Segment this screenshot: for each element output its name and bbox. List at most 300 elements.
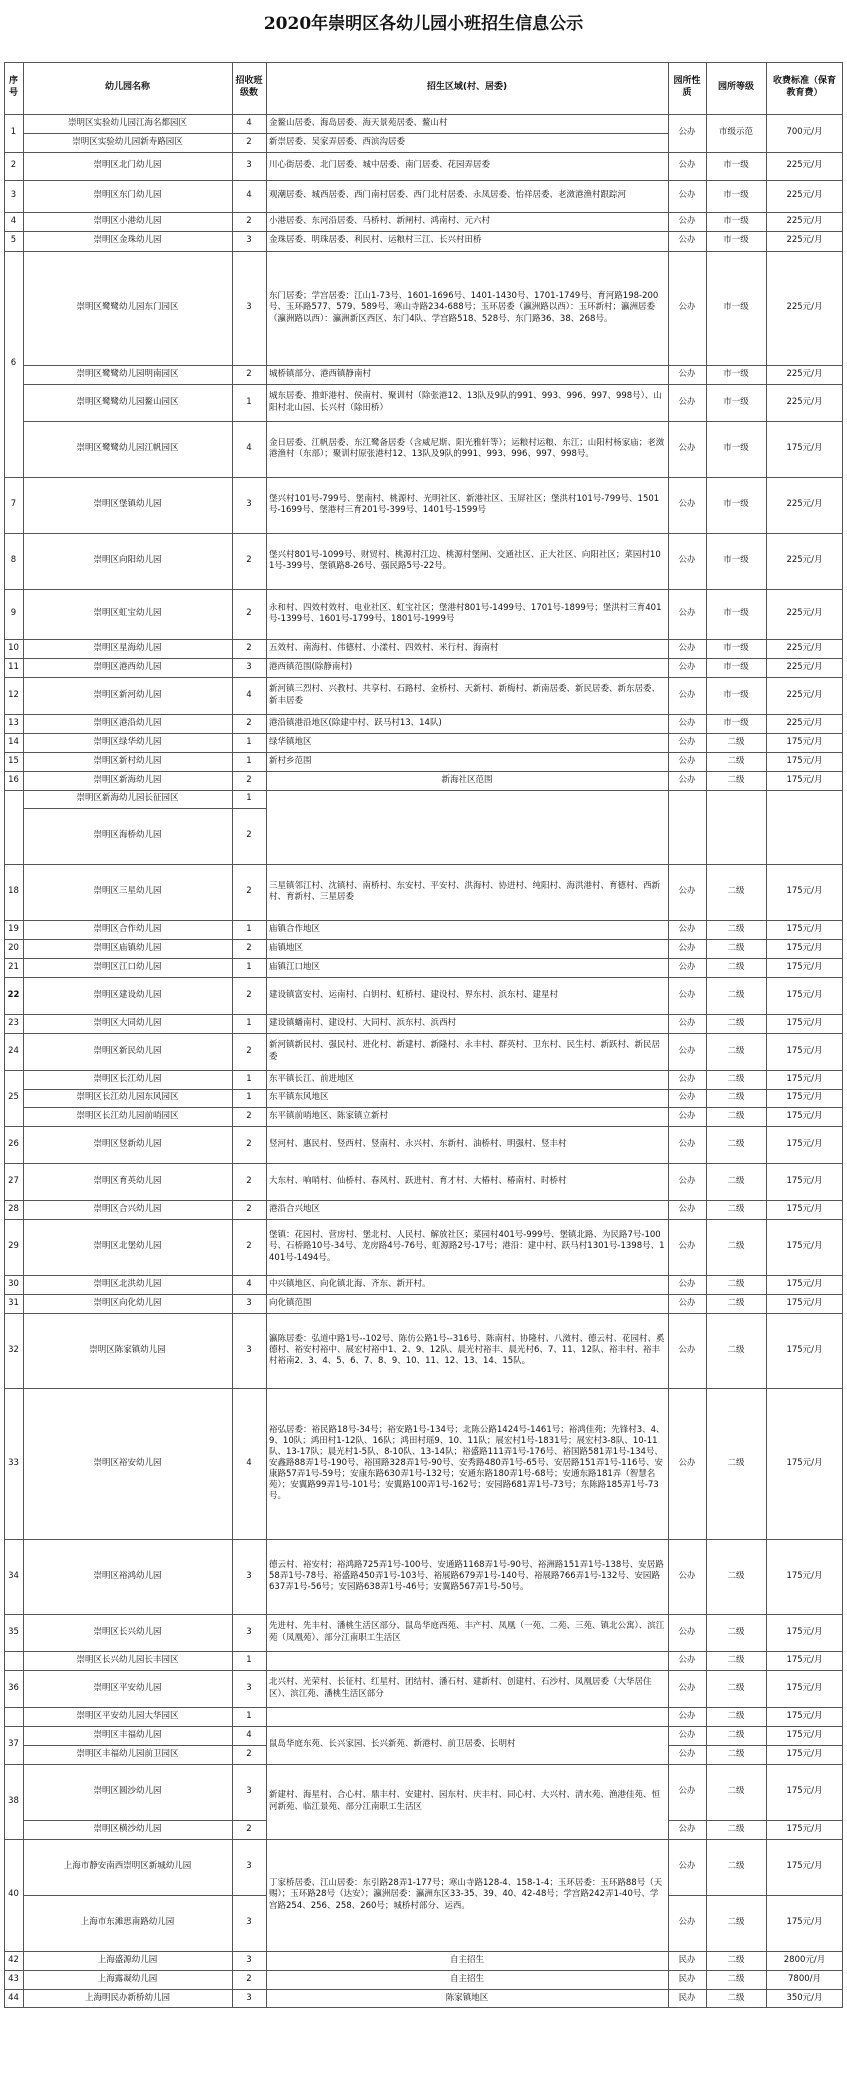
- school-grade: 二级: [727, 886, 745, 897]
- column-divider: [266, 62, 267, 2008]
- enrollment-area: 堡镇：花园村、营房村、堡北村、人民村、解放社区；菜园村401号-999号、堡镇北路、为民路7号-100号、石桥路10号-34号、龙房路4号-76号、虹源路2号-17号；港沿：建中村、跃马村1301号-1398号、1401号-1494号。: [269, 1230, 665, 1263]
- fee-standard: 175元/月: [786, 1278, 823, 1289]
- class-count: 4: [246, 1457, 252, 1468]
- kindergarten-name: 上海盛源幼儿园: [97, 1954, 158, 1965]
- class-count: 3: [246, 499, 252, 510]
- fee-standard: 175元/月: [786, 1682, 823, 1693]
- school-nature: 公办: [678, 1654, 696, 1665]
- class-count: 2: [246, 1110, 252, 1121]
- school-nature: 公办: [678, 1786, 696, 1797]
- fee-standard: 225元/月: [786, 555, 823, 566]
- kindergarten-name: 崇明区虹宝幼儿园: [93, 608, 162, 619]
- kindergarten-name: 崇明区向化幼儿园: [93, 1297, 162, 1308]
- row-number: 40: [8, 1889, 19, 1900]
- school-grade: 二级: [727, 1786, 745, 1797]
- row-divider: [668, 1895, 843, 1896]
- row-number: 28: [8, 1203, 19, 1214]
- school-nature: 公办: [678, 1203, 696, 1214]
- class-count: 3: [246, 1297, 252, 1308]
- class-count: 2: [246, 830, 252, 841]
- row-number: 42: [8, 1954, 19, 1965]
- kindergarten-name: 崇明区长江幼儿园东风园区: [76, 1092, 179, 1103]
- row-number: 16: [8, 774, 19, 785]
- row-divider: [4, 1126, 843, 1127]
- fee-standard: 175元/月: [786, 942, 823, 953]
- fee-standard: 175元/月: [786, 1861, 823, 1872]
- class-count: 2: [246, 1241, 252, 1252]
- school-grade: 二级: [727, 1626, 745, 1637]
- header-classes: 招收班级数: [235, 76, 263, 98]
- row-divider: [4, 1651, 843, 1652]
- row-divider: [4, 1163, 843, 1164]
- fee-standard: 700元/月: [786, 127, 823, 138]
- row-number: 22: [7, 989, 20, 1000]
- school-grade: 二级: [727, 1045, 745, 1056]
- page-title: 2020年崇明区各幼儿园小班招生信息公示: [263, 14, 584, 34]
- header-nature: 园所性质: [673, 76, 701, 98]
- header-name: 幼儿园名称: [104, 82, 150, 93]
- school-nature: 公办: [678, 396, 696, 407]
- school-grade: 市一级: [723, 160, 749, 171]
- kindergarten-name: 崇明区大同幼儿园: [93, 1017, 162, 1028]
- kindergarten-name: 崇明区裕鸿幼儿园: [93, 1570, 162, 1581]
- kindergarten-name: 崇明区鹭鹭幼儿园鳌山园区: [76, 396, 179, 407]
- kindergarten-name: 崇明区实验幼儿园新寿路园区: [72, 136, 183, 147]
- school-grade: 二级: [727, 1710, 745, 1721]
- school-nature: 公办: [678, 608, 696, 619]
- enrollment-area: 建设镇富安村、运南村、白钥村、虹桥村、建设村、界东村、浜东村、建星村: [269, 989, 559, 1000]
- class-count: 3: [246, 1626, 252, 1637]
- row-divider: [4, 1726, 843, 1727]
- row-number: 2: [10, 160, 17, 171]
- enrollment-area: 陈家镇地区: [445, 1992, 489, 2003]
- enrollment-area: 金日居委、江帆居委、东江鹭备居委（含威尼斯、阳光雅轩等）；运粮村运粮、东江；山阳村杨家庙；老滧港渔村（东部）；聚训村原张港村12、13队及9队的991、993、996、997、998号。: [269, 437, 665, 459]
- school-grade: 市一级: [723, 608, 749, 619]
- row-number: 29: [8, 1241, 19, 1252]
- column-divider: [23, 62, 24, 2008]
- enrollment-area: 庙镇合作地区: [269, 923, 321, 934]
- school-nature: 公办: [678, 190, 696, 201]
- school-nature: 公办: [678, 1748, 696, 1759]
- class-count: 2: [246, 608, 252, 619]
- kindergarten-name: 崇明区建设幼儿园: [93, 989, 162, 1000]
- school-nature: 公办: [678, 1710, 696, 1721]
- class-count: 3: [246, 302, 252, 313]
- school-nature: 公办: [678, 1138, 696, 1149]
- row-divider: [4, 733, 843, 734]
- school-grade: 二级: [727, 1175, 745, 1186]
- school-nature: 公办: [678, 1823, 696, 1834]
- school-grade: 市级示范: [718, 127, 753, 138]
- row-number: 32: [8, 1344, 19, 1355]
- fee-standard: 225元/月: [786, 499, 823, 510]
- class-count: 2: [246, 1973, 252, 1984]
- school-grade: 二级: [727, 1973, 745, 1984]
- row-number: 5: [10, 235, 17, 246]
- enrollment-area: 建设镇蟠南村、建设村、大同村、浜东村、浜西村: [269, 1017, 457, 1028]
- school-nature: 公办: [678, 302, 696, 313]
- kindergarten-name: 崇明区长江幼儿园前哨园区: [76, 1110, 179, 1121]
- school-nature: 公办: [678, 368, 696, 379]
- kindergarten-name: 崇明区新海幼儿园: [93, 774, 162, 785]
- column-divider: [842, 62, 843, 2008]
- enrollment-area: 东平镇前哨地区、陈家镇立新村: [269, 1110, 389, 1121]
- kindergarten-name: 崇明区新村幼儿园: [93, 755, 162, 766]
- school-grade: 市一级: [723, 190, 749, 201]
- fee-standard: 225元/月: [786, 661, 823, 672]
- class-count: 3: [246, 1570, 252, 1581]
- fee-standard: 225元/月: [786, 368, 823, 379]
- enrollment-area: [266, 1651, 668, 1670]
- school-nature: 公办: [678, 127, 696, 138]
- kindergarten-name: 崇明区江口幼儿园: [93, 961, 162, 972]
- enrollment-area: 中兴镇地区、向化镇北海、齐东、新开村。: [269, 1278, 431, 1289]
- school-nature: 公办: [678, 736, 696, 747]
- enrollment-area: 东门居委；学宫居委：江山1-73号、1601-1696号、1401-1430号、1701-1749号、育河路198-200号、玉环路577、579、589号、寒山寺路234-688号；玉环居委（瀛洲路以西）：玉环新村；瀛洲居委（瀛洲路以西）：瀛洲新区西区、东门4队、学宫路518、528号、东门路36、38、268号。: [269, 291, 659, 324]
- enrollment-area: 瀛陈居委：弘道中路1号--102号、陈仿公路1号--316号、陈南村、协隆村、八滧村、德云村、花园村、奚德村、裕安村裕中、展宏村裕中1、2、9、12队、晨光村裕丰、晨光村6、7、11、12队、裕丰村、裕丰村裕南2、3、4、5、6、7、8、9、10、11、12、13、14、15队。: [269, 1333, 665, 1367]
- fee-standard: 175元/月: [786, 1917, 823, 1928]
- enrollment-area: 裕弘居委：裕民路18号-34号；裕安路1号-134号；北陈公路1424号-1461号；裕鸿佳苑；先锋村3、4、9、10队；鸿田村1-12队、16队；鸿田村瑶9、10、11队；展宏村1号-1831号；展宏村3-8队、10-11队、13-17队；晨光村1-5队、8-10队、13-14队；裕盛路111弄1号-176号、裕国路581弄1号-134号、安鑫路88弄1号-190号、裕国路328弄1号-90号、安秀路480弄1号-65号、安居路151弄1号-116号、安康路57弄1号-59号；安康东路630弄1号-132号；安通东路180弄1号-68号；安通东路181弄（智慧名苑）；安翼路99弄1号-101号；安翼路100弄1号-162号；安园路681弄1号-73号；东陈路185弄1号-73号。: [269, 1424, 665, 1502]
- school-grade: 二级: [727, 961, 745, 972]
- header-grade: 园所等级: [717, 82, 754, 93]
- fee-standard: 175元/月: [786, 1654, 823, 1665]
- fee-standard: 175元/月: [786, 774, 823, 785]
- kindergarten-name: 崇明区长兴幼儿园长丰园区: [76, 1654, 179, 1665]
- school-nature: 公办: [678, 942, 696, 953]
- kindergarten-name: 崇明区向阳幼儿园: [93, 555, 162, 566]
- enrollment-area: 绿华镇地区: [269, 736, 312, 747]
- school-nature: 公办: [678, 642, 696, 653]
- class-count: 2: [246, 642, 252, 653]
- kindergarten-name: 崇明区鹭鹭幼儿园江帆园区: [76, 443, 179, 454]
- kindergarten-name: 崇明区鹭鹭幼儿园明南园区: [76, 368, 179, 379]
- kindergarten-name: 崇明区三星幼儿园: [93, 886, 162, 897]
- fee-standard: 225元/月: [786, 717, 823, 728]
- row-divider: [4, 958, 843, 959]
- kindergarten-name: 崇明区丰福幼儿园前卫园区: [76, 1748, 179, 1759]
- column-divider: [766, 62, 767, 2008]
- row-number: 38: [8, 1795, 19, 1806]
- class-count: 3: [246, 1954, 252, 1965]
- kindergarten-name: 崇明区东门幼儿园: [93, 190, 162, 201]
- class-count: 3: [246, 1786, 252, 1797]
- row-divider: [4, 1539, 843, 1540]
- row-number: [4, 1707, 23, 1726]
- enrollment-area: 新海社区范围: [441, 774, 493, 785]
- kindergarten-name: 崇明区金珠幼儿园: [93, 235, 162, 246]
- fee-standard: 225元/月: [786, 302, 823, 313]
- school-grade: 二级: [727, 1823, 745, 1834]
- school-nature: 公办: [678, 443, 696, 454]
- kindergarten-name: 崇明区北洪幼儿园: [93, 1278, 162, 1289]
- school-nature: 公办: [678, 499, 696, 510]
- row-number: [4, 1651, 23, 1670]
- fee-standard: 175元/月: [786, 1297, 823, 1308]
- enrollment-area: 庙镇江口地区: [269, 961, 321, 972]
- row-number: 31: [8, 1297, 19, 1308]
- row-divider: [4, 1014, 843, 1015]
- school-nature: 公办: [678, 1241, 696, 1252]
- class-count: 2: [246, 1045, 252, 1056]
- row-number: 35: [8, 1626, 19, 1637]
- class-count: 3: [246, 1992, 252, 2003]
- fee-standard: 175元/月: [786, 1786, 823, 1797]
- enrollment-area: 新村乡范围: [269, 755, 312, 766]
- row-divider: [668, 1745, 843, 1746]
- row-divider: [4, 1294, 843, 1295]
- column-divider: [668, 62, 669, 2008]
- school-nature: 公办: [678, 1297, 696, 1308]
- enrollment-area: 北兴村、光荣村、长征村、红星村、团结村、潘石村、建新村、创建村、石沙村、凤凰居委（大华居住区）、滨江苑、潘桃生活区部分: [269, 1677, 652, 1699]
- kindergarten-name: 崇明区平安幼儿园大华园区: [76, 1710, 179, 1721]
- class-count: 3: [246, 160, 252, 171]
- enrollment-area: 观潮居委、城西居委、西门南村居委、西门北村居委、永凤居委、怡祥居委、老滧港渔村跟踪河: [269, 190, 627, 201]
- school-grade: 二级: [727, 774, 745, 785]
- school-grade: 二级: [727, 1748, 745, 1759]
- school-grade: 二级: [727, 1954, 745, 1965]
- class-count: 3: [246, 1917, 252, 1928]
- fee-standard: 225元/月: [786, 396, 823, 407]
- school-grade: 二级: [727, 1278, 745, 1289]
- enrollment-area: 五效村、南海村、伟德村、小漾村、四效村、米行村、海南村: [269, 642, 499, 653]
- row-divider: [4, 1839, 843, 1840]
- class-count: 1: [246, 793, 252, 804]
- school-nature: 公办: [678, 1682, 696, 1693]
- class-count: 3: [246, 1344, 252, 1355]
- class-count: 4: [246, 1278, 252, 1289]
- kindergarten-name: 崇明区北门幼儿园: [93, 160, 162, 171]
- class-count: 2: [246, 215, 252, 226]
- row-divider: [4, 152, 843, 153]
- row-number: 12: [8, 689, 19, 700]
- enrollment-area: 港西镇范围(除静南村): [269, 661, 353, 672]
- school-grade: 二级: [727, 1138, 745, 1149]
- school-grade: 二级: [727, 1241, 745, 1252]
- fee-standard: 175元/月: [786, 961, 823, 972]
- kindergarten-name: 上海明民办新桥幼儿园: [84, 1992, 170, 2003]
- row-number: 24: [8, 1045, 19, 1056]
- row-divider: [4, 1388, 843, 1389]
- class-count: 2: [246, 1138, 252, 1149]
- school-nature: 民办: [678, 1973, 696, 1984]
- row-divider: [4, 1313, 843, 1314]
- row-number: [4, 790, 23, 864]
- fee-standard: 7800/月: [788, 1973, 821, 1984]
- row-number: 11: [8, 661, 19, 672]
- class-count: 1: [246, 755, 252, 766]
- school-grade: 二级: [727, 1073, 745, 1084]
- enrollment-area: 城桥镇部分、港西镇静南村: [269, 368, 372, 379]
- fee-standard: 225元/月: [786, 215, 823, 226]
- kindergarten-name: 崇明区鹭鹭幼儿园东门园区: [76, 302, 179, 313]
- school-grade: 二级: [727, 1203, 745, 1214]
- school-nature: 公办: [678, 755, 696, 766]
- enrollment-area: 鼠岛华庭东苑、长兴家园、长兴新苑、新港村、前卫居委、长明村: [269, 1739, 516, 1750]
- enrollment-area: 东平镇长江、前进地区: [269, 1073, 355, 1084]
- class-count: 2: [246, 774, 252, 785]
- column-divider: [232, 62, 233, 2008]
- row-divider: [4, 790, 843, 791]
- class-count: 4: [246, 190, 252, 201]
- row-number: 8: [10, 555, 17, 566]
- class-count: 3: [246, 1861, 252, 1872]
- row-divider: [23, 384, 843, 385]
- row-divider: [4, 658, 843, 659]
- school-grade: 市一级: [723, 396, 749, 407]
- fee-standard: 225元/月: [786, 642, 823, 653]
- school-nature: 公办: [678, 717, 696, 728]
- enrollment-area: 金鳌山居委、海岛居委、海天景苑居委、鳌山村: [269, 117, 448, 128]
- school-grade: 市一级: [723, 689, 749, 700]
- school-grade: 二级: [727, 1344, 745, 1355]
- kindergarten-name: 上海露凝幼儿园: [97, 1973, 158, 1984]
- row-divider: [4, 771, 843, 772]
- row-divider: [4, 1275, 843, 1276]
- enrollment-area: 新河镇三烈村、兴教村、共享村、石路村、金桥村、天新村、新梅村、新南居委、新民居委、新东居委、新丰居委: [269, 684, 661, 706]
- kindergarten-name: 上海市静安南西崇明区新城幼儿园: [63, 1861, 192, 1872]
- class-count: 2: [246, 942, 252, 953]
- row-number: 15: [8, 755, 19, 766]
- enrollment-area: 新河镇新民村、强民村、进化村、新建村、新隆村、永丰村、群英村、卫东村、民生村、新跃村、新民居委: [269, 1040, 661, 1062]
- class-count: 4: [246, 689, 252, 700]
- row-divider: [23, 365, 843, 366]
- school-nature: 公办: [678, 1073, 696, 1084]
- row-divider: [4, 180, 843, 181]
- row-divider: [23, 808, 266, 809]
- row-divider: [4, 212, 843, 213]
- enrollment-area: 德云村、裕安村；裕鸿路725弄1号-100号、安通路1168弄1号-90号、裕洲路151弄1号-138号、安居路58弄1号-78号、裕盛路450弄1号-103号、裕展路679弄1号-140号、裕展路766弄1号-132号、安园路637弄1号-56号；安园路638弄1号-46号；安翼路567弄1号-50号。: [269, 1559, 664, 1593]
- school-grade: 市一级: [723, 368, 749, 379]
- school-nature: 公办: [678, 235, 696, 246]
- class-count: 2: [246, 1175, 252, 1186]
- row-number: 33: [8, 1457, 19, 1468]
- enrollment-area: 东平镇东风地区: [269, 1092, 329, 1103]
- kindergarten-name: 崇明区新民幼儿园: [93, 1045, 162, 1056]
- kindergarten-name: 崇明区庙镇幼儿园: [93, 942, 162, 953]
- school-grade: 二级: [727, 1297, 745, 1308]
- fee-standard: 175元/月: [786, 1710, 823, 1721]
- kindergarten-name: 崇明区海桥幼儿园: [93, 830, 162, 841]
- enrollment-area: 竖河村、惠民村、竖西村、竖南村、永兴村、东新村、油桥村、明强村、竖丰村: [269, 1138, 567, 1149]
- kindergarten-name: 崇明区育英幼儿园: [93, 1175, 162, 1186]
- row-number: 19: [8, 923, 19, 934]
- school-grade: 市一级: [723, 443, 749, 454]
- row-number: 4: [10, 215, 17, 226]
- fee-standard: 175元/月: [786, 989, 823, 1000]
- class-count: 2: [246, 1748, 252, 1759]
- fee-standard: 175元/月: [786, 1823, 823, 1834]
- row-divider: [4, 1951, 843, 1952]
- school-grade: 二级: [727, 1092, 745, 1103]
- fee-standard: 175元/月: [786, 1626, 823, 1637]
- school-grade: 二级: [727, 1729, 745, 1740]
- class-count: 1: [246, 396, 252, 407]
- row-number: 27: [8, 1175, 19, 1186]
- kindergarten-name: 上海市东滩思南路幼儿园: [80, 1917, 175, 1928]
- row-number: 7: [10, 499, 17, 510]
- row-divider: [23, 1089, 843, 1090]
- class-count: 2: [246, 1823, 252, 1834]
- row-divider: [4, 1707, 843, 1708]
- school-grade: [706, 790, 766, 864]
- school-nature: 民办: [678, 1954, 696, 1965]
- school-grade: 市一级: [723, 235, 749, 246]
- class-count: 1: [246, 1017, 252, 1028]
- school-grade: 二级: [727, 1017, 745, 1028]
- row-divider: [4, 231, 843, 232]
- fee-standard: 225元/月: [786, 235, 823, 246]
- fee-standard: 175元/月: [786, 443, 823, 454]
- header-area: 招生区域(村、居委): [426, 82, 508, 93]
- enrollment-area: 向化镇范围: [269, 1297, 312, 1308]
- enrollment-area: 自主招生: [449, 1954, 484, 1965]
- row-divider: [4, 1070, 843, 1071]
- kindergarten-name: 崇明区丰福幼儿园: [93, 1729, 162, 1740]
- row-divider: [4, 477, 843, 478]
- fee-standard: 225元/月: [786, 689, 823, 700]
- class-count: 2: [246, 989, 252, 1000]
- school-grade: 二级: [727, 755, 745, 766]
- kindergarten-name: 崇明区长兴幼儿园: [93, 1626, 162, 1637]
- column-divider: [706, 62, 707, 2008]
- enrollment-area: [266, 790, 668, 864]
- enrollment-area: 永和村、四效村效村、电业社区、虹宝社区；堡港村801号-1499号、1701号-1899号；堡洪村三育401号-1399号、1601号-1799号、1801号-1999号: [269, 602, 662, 624]
- row-divider: [4, 1970, 843, 1971]
- row-divider: [23, 1895, 266, 1896]
- kindergarten-name: 崇明区实验幼儿园江海名都园区: [67, 117, 187, 128]
- school-nature: 公办: [678, 1278, 696, 1289]
- enrollment-area: 小港居委、东河沿居委、马桥村、新闸村、鸿南村、元六村: [269, 215, 491, 226]
- school-nature: 公办: [678, 923, 696, 934]
- row-number: 14: [8, 736, 19, 747]
- school-grade: 市一级: [723, 215, 749, 226]
- kindergarten-name: 崇明区裕安幼儿园: [93, 1457, 162, 1468]
- kindergarten-name: 崇明区港沿幼儿园: [93, 717, 162, 728]
- row-divider: [23, 1107, 843, 1108]
- fee-standard: 175元/月: [786, 1092, 823, 1103]
- school-nature: 公办: [678, 1110, 696, 1121]
- school-nature: 公办: [678, 886, 696, 897]
- school-nature: 公办: [678, 961, 696, 972]
- class-count: 2: [246, 136, 252, 147]
- school-grade: 市一级: [723, 642, 749, 653]
- class-count: 1: [246, 923, 252, 934]
- school-nature: 公办: [678, 160, 696, 171]
- column-divider: [4, 62, 5, 2008]
- row-divider: [23, 421, 843, 422]
- class-count: 3: [246, 661, 252, 672]
- class-count: 1: [246, 1092, 252, 1103]
- fee-standard: 225元/月: [786, 608, 823, 619]
- row-number: 23: [8, 1017, 19, 1028]
- fee-standard: [766, 790, 843, 864]
- kindergarten-name: 崇明区合作幼儿园: [93, 923, 162, 934]
- fee-standard: 175元/月: [786, 1344, 823, 1355]
- row-number: 43: [8, 1973, 19, 1984]
- kindergarten-name: 崇明区合兴幼儿园: [93, 1203, 162, 1214]
- enrollment-area: 丁家桥居委、江山居委：东引路28弄1-177号；寒山寺路128-4、158-1-4；玉环居委：玉环路88号（天赐）；玉环路28号（达安）；瀛洲居委：瀛洲东区33-35、39、40、42-48号；学宫路242弄1-40号、学宫路254、256、258、260号；城桥村部分、运西。: [269, 1878, 663, 1911]
- fee-standard: 175元/月: [786, 886, 823, 897]
- school-grade: 二级: [727, 1654, 745, 1665]
- kindergarten-name: 崇明区长江幼儿园: [93, 1073, 162, 1084]
- class-count: 2: [246, 717, 252, 728]
- school-nature: 公办: [678, 215, 696, 226]
- enrollment-area: 堡兴村101号-799号、堡南村、桃源村、光明社区、新港社区、玉屏社区；堡洪村101号-799号、1501号-1699号、堡港村三育201号-399号、1401号-1599号: [269, 493, 660, 515]
- class-count: 4: [246, 1729, 252, 1740]
- row-divider: [4, 62, 843, 63]
- school-grade: 二级: [727, 1570, 745, 1581]
- enrollment-area: 自主招生: [449, 1973, 484, 1984]
